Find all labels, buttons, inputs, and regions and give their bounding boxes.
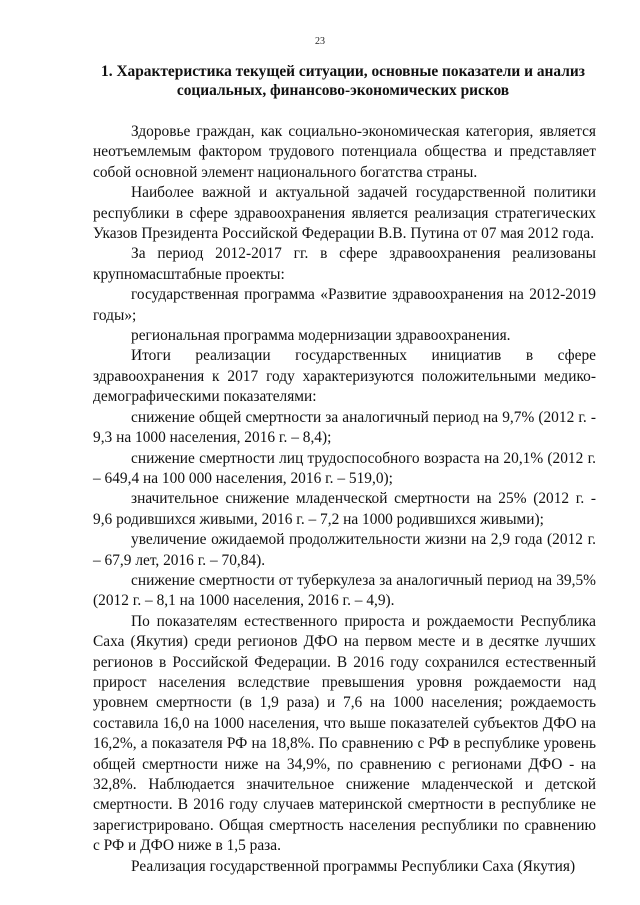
paragraph-results: Итоги реализации государственных инициатив в сфере здравоохранения к 2017 году характеризуются положительными медико-демографическими показателями: xyxy=(93,347,596,406)
list-item-state-program: государственная программа «Развитие здравоохранения на 2012-2019 годы»; xyxy=(93,286,596,324)
body-text xyxy=(93,122,596,877)
list-item-tuberculosis: снижение смертности от туберкулеза за аналогичный период на 39,5% (2012 г. – 8,1 на 1000 населения, 2016 г. – 4,9). xyxy=(93,571,596,610)
section-heading xyxy=(93,62,593,100)
paragraph-policy-task: Наиболее важной и актуальной задачей государственной политики республики в сфере здравоохранения является реализация стратегических Указов Президента Российской Федерации В.В. Путина от 07 мая 2012 года. xyxy=(93,184,596,243)
list-item-mortality-decline: снижение общей смертности за аналогичный период на 9,7% (2012 г. - 9,3 на 1000 населения, 2016 г. – 8,4); xyxy=(93,408,596,447)
paragraph-period-projects: За период 2012-2017 гг. в сфере здравоохранения реализованы крупномасштабные проекты: xyxy=(93,245,596,283)
paragraph-program-implementation: Реализация государственной программы Республики Саха (Якутия) xyxy=(131,857,576,875)
paragraph-health-intro: Здоровье граждан, как социально-экономическая категория, является неотъемлемым фактором трудового потенциала общества и представляет собой основной элемент национального богатства страны. xyxy=(93,123,596,181)
section-heading-line-1: 1. Характеристика текущей ситуации, основные показатели и анализ xyxy=(101,63,585,80)
page-number: 23 xyxy=(315,36,325,47)
list-item-life-expectancy: увеличение ожидаемой продолжительности жизни на 2,9 года (2012 г. – 67,9 лет, 2016 г. – 70,84). xyxy=(93,531,596,569)
list-item-regional-program: региональная программа модернизации здравоохранения. xyxy=(131,327,511,345)
section-heading-line-2: социальных, финансово-экономических рисков xyxy=(176,82,510,99)
paragraph-demographics: По показателям естественного прироста и рождаемости Республика Саха (Якутия) среди регионов ДФО на первом месте и в десятке лучших регионов в Российской Федерации. В 2016 году сохранился естественный прирост населения вследствие превышения уровня рождаемости над уровнем смертности (в 1,9 раза) и 7,6 на 1000 населения; рождаемость составила 16,0 на 1000 населения, что выше показателей субъектов ДФО на 16,2%, а показателя РФ на 18,8%. По сравнению с РФ в республике уровень общей смертности ниже на 34,9%, по сравнению с регионами ДФО - на 32,8%. Наблюдается значительное снижение младенческой и детской смертности. В 2016 году случаев материнской смертности в республике не зарегистрировано. Общая смертность населения республики по сравнению с РФ и ДФО ниже в 1,5 раза. xyxy=(93,612,596,855)
list-item-working-age-mortality: снижение смертности лиц трудоспособного возраста на 20,1% (2012 г. – 649,4 на 100 000 населения, 2016 г. – 519,0); xyxy=(93,449,596,487)
list-item-infant-mortality: значительное снижение младенческой смертности на 25% (2012 г. - 9,6 родившихся живыми, 2016 г. – 7,2 на 1000 родившихся живыми); xyxy=(93,490,596,528)
